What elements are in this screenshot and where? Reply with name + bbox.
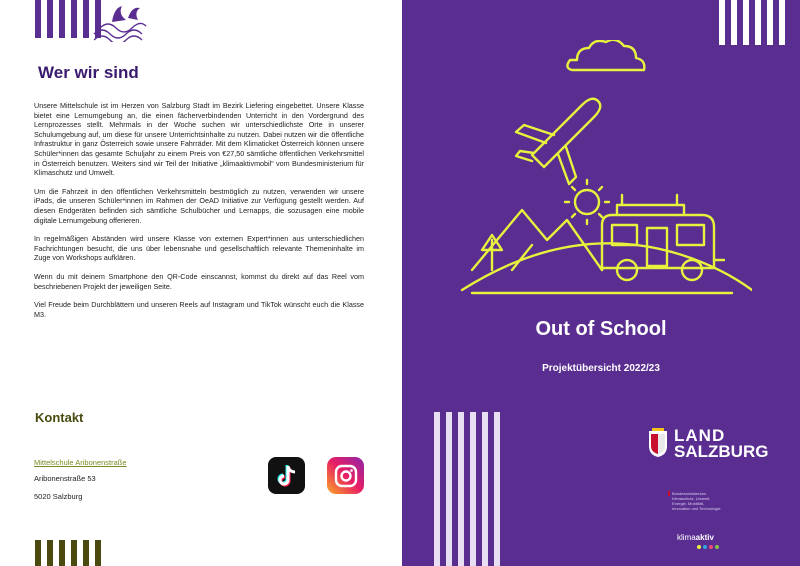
camper-van-plane-icon bbox=[452, 40, 752, 300]
bottom-stripes bbox=[35, 540, 101, 566]
ministry-line: Bundesministerium bbox=[668, 491, 738, 496]
logo-line: LAND bbox=[674, 426, 726, 445]
salzburg-crest-icon bbox=[648, 428, 668, 458]
top-stripes bbox=[719, 0, 785, 45]
klima-prefix: klima bbox=[677, 533, 696, 542]
page-title: Out of School bbox=[535, 318, 667, 340]
paragraph: Unsere Mittelschule ist im Herzen von Salzburg Stadt im Bezirk Liefering eingebettet. Unsere Klasse bietet eine Lernumgebung an, die einen fächerverbindenden Unterricht in den Vordergrund des Lernprozesses stellt. Mehrmals in der Woche suchen wir unterschiedlichste Orte in unserer Schulumgebung auf, um diese für unsere Unterrichtsinhalte zu nutzen. Dabei nutzen wir die öffentliche Infrastruktur in ganz Österreich sowie unsere Fahrräder. Mit dem Klimaticket Österreich können unsere Schüler*innen das gesamte Schuljahr zu einem Preis von €27,50 sämtliche öffentlichen Verkehrsmittel in Österreich benutzen. Weiters sind wir Teil der Initiative „klimaaktivmobil“ vom Bundesministerium für Klimaschutz und Umwelt. bbox=[34, 101, 364, 178]
address-city: 5020 Salzburg bbox=[34, 492, 83, 501]
wave-icon bbox=[92, 2, 148, 42]
page-subtitle: Projektübersicht 2022/23 bbox=[542, 363, 660, 374]
page-heading: Wer wir sind bbox=[38, 63, 139, 82]
ministry-line: Energie, Mobilität, bbox=[672, 501, 705, 506]
cover-stripes bbox=[434, 412, 500, 566]
school-link[interactable]: Mittelschule Aribonenstraße bbox=[34, 458, 127, 467]
paragraph: Wenn du mit deinem Smartphone den QR-Code einscannst, kommst du direkt auf das Reel vom beschriebenen Projekt der jeweiligen Seite. bbox=[34, 271, 364, 291]
klimaaktiv-dots bbox=[697, 545, 719, 549]
paragraph: In regelmäßigen Abständen wird unsere Klasse von externen Expert*innen aus unterschiedlichen Fachrichtungen besucht, die uns über lebensnahe und gesellschaftlich relevante Themeninhalte im Zuge von Workshops aufklären. bbox=[34, 234, 364, 263]
intro-text bbox=[34, 101, 364, 328]
ministry-logo bbox=[668, 491, 738, 511]
logo-line: SALZBURG bbox=[674, 442, 769, 461]
land-salzburg-logo bbox=[674, 428, 768, 460]
cover-page bbox=[402, 0, 800, 566]
ministry-line: Klimaschutz, Umwelt, bbox=[672, 496, 711, 501]
instagram-icon[interactable] bbox=[327, 457, 364, 494]
paragraph: Um die Fahrzeit in den öffentlichen Verkehrsmitteln bestmöglich zu nutzen, verwenden wir unsere iPads, die unseren Schüler*innen im Rahmen der OeAD Initiative zur Verfügung gestellt werden. Auf diesen Endgeräten befinden sich sämtliche Schulbücher und Lernapps, die sozusagen eine mobile digitale Lernumgebung offerieren. bbox=[34, 186, 364, 225]
contact-heading: Kontakt bbox=[35, 410, 84, 425]
tiktok-icon[interactable] bbox=[268, 457, 305, 494]
klima-suffix: aktiv bbox=[695, 533, 714, 542]
ministry-line: Innovation und Technologie bbox=[672, 506, 721, 511]
address-street: Aribonenstraße 53 bbox=[34, 474, 96, 483]
paragraph: Viel Freude beim Durchblättern und unseren Reels auf Instagram und TikTok wünscht euch die Klasse M3. bbox=[34, 300, 364, 319]
klimaaktiv-logo bbox=[677, 533, 714, 542]
